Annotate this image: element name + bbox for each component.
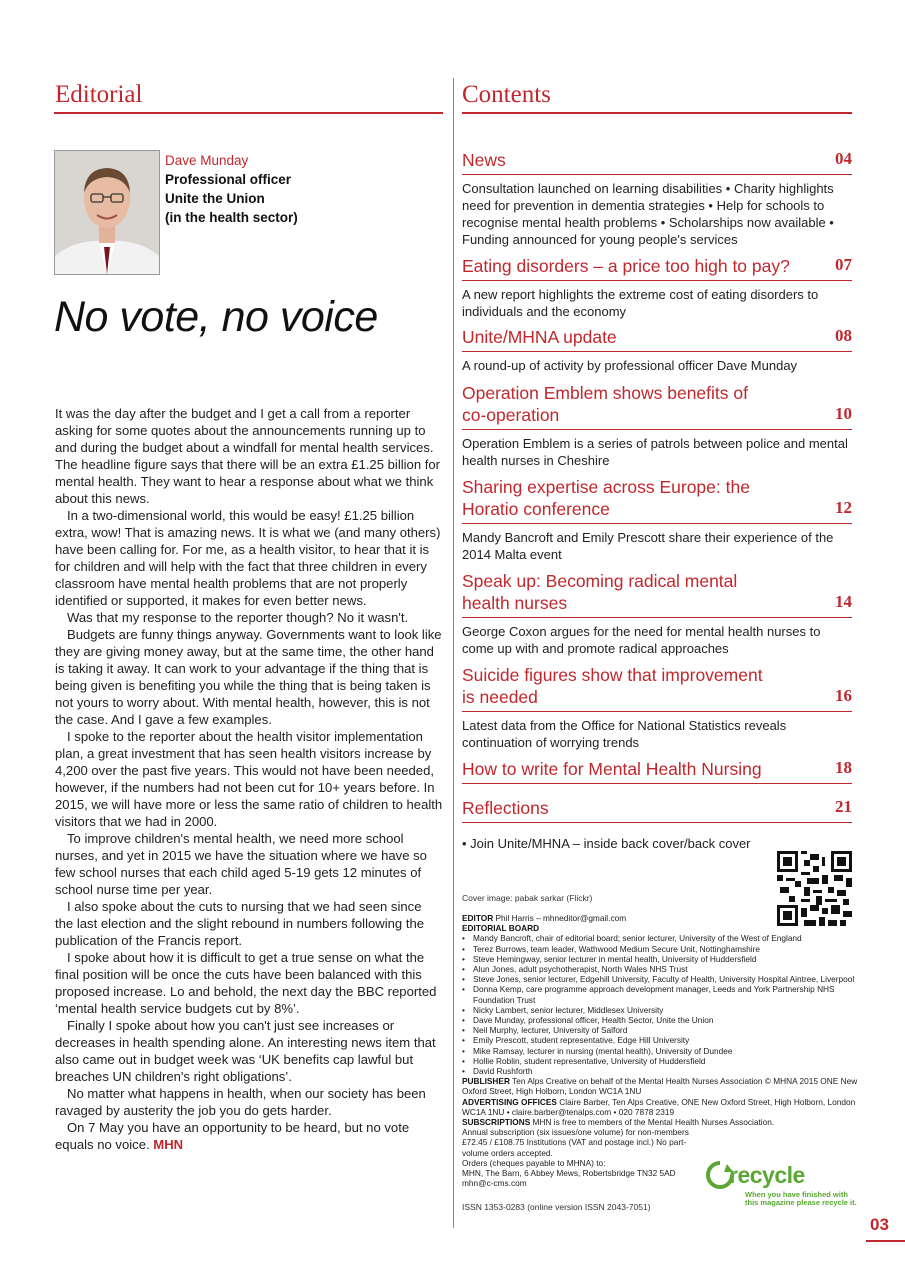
body-paragraph: Budgets are funny things anyway. Governments want to look like they are giving money away, but at the same time, the other hand is taking it away. It can work to your advantage if the thing that is being given is benefiting you while the thing that is being taken is not yours to worry about. With mental health, however, this is not the case. And I gave a few examples. [55,627,442,727]
page-number: 03 [870,1215,889,1234]
editorial-section-title: Editorial [55,81,143,108]
author-name: Dave Munday [165,153,249,168]
board-member: • Steve Hemingway, senior lecturer in mental health, University of Huddersfield [462,954,862,964]
orders-line: Orders (cheques payable to MHNA) to: [462,1157,606,1168]
author-photo [54,150,160,275]
body-paragraph-final [55,1119,443,1153]
subscriptions-label: SUBSCRIPTIONS [462,1117,531,1128]
publisher-value: Ten Alps Creative on behalf of the Mental Health Nurses Association © MHNA 2015 ONE New Oxford Street, High Holborn, London WC1A 1NU [462,1076,858,1097]
editor-value: Phil Harris – mhneditor@gmail.com [495,913,627,923]
toc-rule [462,429,852,430]
recycle-word: recycle [729,1162,805,1188]
publisher-label: PUBLISHER [462,1076,510,1087]
toc-page-number: 12 [835,498,852,517]
toc-page-number: 08 [835,326,852,345]
toc-entry-suicide-figures[interactable] [462,664,852,751]
body-paragraph: Finally I spoke about how you can't just see increases or decreases in health spending alone. An interesting news item that also came out in budget week was ‘UK benefits cap lawful but breaches UN children's right obligations’. [55,1018,436,1084]
board-member: • Neil Murphy, lecturer, University of Salford [462,1025,862,1035]
advertising-line [462,1097,862,1117]
board-member: • Steve Jones, senior lecturer, Edgehill University, Faculty of Health, University Hospital Aintree, Liverpool [462,974,862,984]
join-unite-line: • Join Unite/MHNA – inside back cover/back cover [462,836,751,851]
board-member: • Hollie Roblin, student representative, University of Huddersfield [462,1056,862,1066]
toc-rule [462,711,852,712]
toc-title[interactable]: Unite/MHNA update [462,327,617,347]
editorial-title-rule [54,112,443,114]
body-paragraph: No matter what happens in health, when our society has been ravaged by austerity the job you do gets harder. [55,1086,426,1118]
board-member: • Dave Munday, professional officer, Health Sector, Unite the Union [462,1015,862,1025]
editor-line [462,913,862,923]
toc-rule [462,523,852,524]
body-paragraph: I spoke to the reporter about the health visitor implementation plan, a great investment that has seen health visitors increase by 4,200 over the past five years. This would not have been needed, however, if the numbers had not been cut for 10+ years before. In 2015, we will have more or less the same ratio of children to health visitors that we had in 2000. [55,729,443,829]
annual-subscription-line: Annual subscription (six issues/one volume) for non-members £72.45 / £108.75 Institutions (VAT and postage incl.) No part-volume orders accepted. [462,1127,689,1158]
body-paragraph: I spoke about how it is difficult to get a true sense on what the final position will be once the cuts have been balanced with this proposed increase. Lo and behold, the next day the BBC reported ‘mental health service budgets cut by 8%’. [55,950,437,1016]
recycle-tagline: When you have finished with this magazine please recycle it. [745,1190,857,1207]
author-portrait-illustration [55,151,159,274]
board-member: • David Rushforth [462,1066,862,1076]
body-paragraph: It was the day after the budget and I get a call from a reporter asking for some quotes about the announcements running up to and during the budget about a windfall for mental health services. The headline figure says that there will be an extra £1.25 billion for mental health. They want to hear a response about what we think about this news. [55,406,441,506]
toc-title[interactable]: Eating disorders – a price too high to pay? [462,256,790,276]
board-member: • Alun Jones, adult psychotherapist, North Wales NHS Trust [462,964,862,974]
toc-entry-horatio[interactable] [462,476,852,563]
toc-rule [462,174,852,175]
toc-rule [462,822,852,823]
email-line: mhn@c-cms.com [462,1178,527,1189]
toc-page-number: 16 [835,686,852,705]
toc-title[interactable]: Sharing expertise across Europe: the Horatio conference [462,477,750,519]
toc-rule [462,280,852,281]
cover-image-credit: Cover image: pabak sarkar (Flickr) [462,893,593,903]
board-member: • Terez Burrows, team leader, Wathwood Medium Secure Unit, Nottinghamshire [462,944,862,954]
column-divider [453,78,454,1228]
editorial-headline: No vote, no voice [54,293,378,341]
toc-entry-eating-disorders[interactable] [462,255,852,320]
toc-rule [462,783,852,784]
final-paragraph-text: On 7 May you have an opportunity to be heard, but no vote equals no voice. [55,1120,410,1152]
toc-title[interactable]: Reflections [462,798,549,818]
toc-page-number: 07 [835,255,852,274]
toc-description: A round-up of activity by professional officer Dave Munday [462,358,798,373]
toc-entry-operation-emblem[interactable] [462,382,852,469]
toc-description: Operation Emblem is a series of patrols between police and mental health nurses in Cheshire [462,436,848,468]
toc-page-number: 04 [835,149,852,168]
masthead [462,913,862,1188]
toc-page-number: 14 [835,592,852,611]
toc-page-number: 10 [835,404,852,423]
toc-entry-reflections[interactable] [462,797,852,823]
author-role-line-2: Unite the Union [165,191,265,206]
issn-line: ISSN 1353-0283 (online version ISSN 2043-7051) [462,1202,651,1212]
page-number-rule [866,1240,905,1242]
toc-description: A new report highlights the extreme cost of eating disorders to individuals and the economy [462,287,819,319]
body-paragraph: In a two-dimensional world, this would be easy! £1.25 billion extra, wow! That is amazing news. It is what we (and many others) have been calling for. For me, as a health visitor, to hear that it is for children and will help with the fact that three children in every classroom have mental health problems that are not properly identified or supported, it makes for even better news. [55,508,441,608]
toc-title[interactable]: How to write for Mental Health Nursing [462,759,762,779]
publisher-line [462,1076,862,1096]
toc-entry-news[interactable] [462,149,852,248]
toc-entry-unite-update[interactable] [462,326,852,374]
address-line: MHN, The Barn, 6 Abbey Mews, Robertsbridge TN32 5AD [462,1168,676,1179]
author-role-line-3: (in the health sector) [165,210,298,225]
toc-rule [462,351,852,352]
editor-label: EDITOR [462,913,494,923]
toc-description: Latest data from the Office for National Statistics reveals continuation of worrying trends [462,718,787,750]
advertising-label: ADVERTISING OFFICES [462,1096,557,1107]
mhn-sign-off: MHN [153,1137,184,1152]
board-member: • Donna Kemp, care programme approach development manager, Leeds and York Partnership NHS Foundation Trust [462,984,862,1004]
toc-description: Consultation launched on learning disabilities • Charity highlights need for prevention in dementia strategies • Help for schools to recognise mental health problems • Scholarships now available • Funding announced for young people's services [462,181,834,247]
recycle-logo [705,1160,855,1210]
toc-page-number: 18 [835,758,852,777]
toc-description: Mandy Bancroft and Emily Prescott share their experience of the 2014 Malta event [462,530,834,562]
toc-title[interactable]: Operation Emblem shows benefits of co-operation [462,383,748,425]
toc-description: George Coxon argues for the need for mental health nurses to come up with and promote radical approaches [462,624,821,656]
toc-title[interactable]: Suicide figures show that improvement is needed [462,665,763,707]
subscriptions-line [462,1117,862,1127]
toc-title[interactable]: Speak up: Becoming radical mental health nurses [462,571,738,613]
board-label: EDITORIAL BOARD [462,923,540,934]
contents-title-rule [462,112,852,114]
board-member: • Nicky Lambert, senior lecturer, Middlesex University [462,1005,862,1015]
toc-entry-how-to-write[interactable] [462,758,852,784]
contents-section-title: Contents [462,81,551,108]
body-paragraph: Was that my response to the reporter though? No it wasn't. [67,610,409,625]
toc-page-number: 21 [835,797,852,816]
subscriptions-value: MHN is free to members of the Mental Health Nurses Association. [532,1117,775,1128]
board-member: • Mike Ramsay, lecturer in nursing (mental health), University of Dundee [462,1046,862,1056]
toc-title[interactable]: News [462,150,506,170]
toc-entry-speak-up[interactable] [462,570,852,657]
editorial-body [55,405,443,1153]
advertising-value: Claire Barber, Ten Alps Creative, ONE New Oxford Street, High Holborn, London WC1A 1NU • claire.barber@tenalps.com • 020 7878 2319 [462,1096,856,1117]
board-list [462,933,862,1076]
body-paragraph: To improve children's mental health, we need more school nurses, and yet in 2015 we have the situation where we have so few school nurses that each child aged 5-19 gets 12 minutes of school nurse time per year. [55,831,427,897]
board-member: • Emily Prescott, student representative, Edge Hill University [462,1035,862,1045]
toc-rule [462,617,852,618]
author-details [165,151,298,227]
author-role-line-1: Professional officer [165,172,292,187]
board-member: • Mandy Bancroft, chair of editorial board; senior lecturer, University of the West of England [462,933,862,943]
body-paragraph: I also spoke about the cuts to nursing that we had seen since the last election and the slight rebound in numbers following the publication of the Francis report. [55,899,425,948]
